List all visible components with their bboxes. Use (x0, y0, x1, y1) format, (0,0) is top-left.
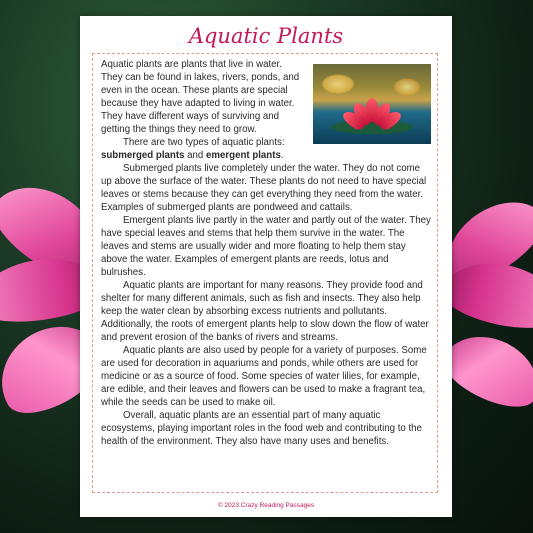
body-paragraph: Aquatic plants are also used by people for a variety of purposes. Some are used for decoration in aquariums and ponds, while others are used for medicine or as a source of food. Some species of water lilies, for example, are edible, and their leaves and flowers can be used to make a fragrant tea, while the seeds can be used to make oil. (101, 345, 427, 408)
body-paragraph: Overall, aquatic plants are an essential part of many aquatic ecosystems, playing important roles in the food web and contributing to the health of the environment. They also have many uses and benefits. (101, 410, 422, 447)
water-lily-photo (313, 64, 431, 144)
emergent-term: emergent plants (206, 150, 281, 161)
body-paragraph: Aquatic plants are important for many reasons. They provide food and shelter for many different animals, such as fish and insects. They also help keep the water clean by absorbing excess nutrients and pollutants. Additionally, the roots of emergent plants help to slow down the flow of water and prevent erosion of the banks of rivers and streams. (101, 280, 429, 343)
copyright-footer: © 2023 Crazy Reading Passages (217, 502, 315, 509)
body-paragraph: Submerged plants live completely under the water. They do not come up above the surface of the water. These plants do not need to have special leaves or stems because they can get everything they need from the water. Examples of submerged plants are pondweed and cattails. (101, 163, 427, 213)
page-title: Aquatic Plants (188, 24, 344, 48)
passage-frame (92, 53, 438, 493)
worksheet-page (80, 16, 452, 517)
types-paragraph: There are two types of aquatic plants: submerged plants and emergent plants. (101, 137, 285, 161)
submerged-term: submerged plants (101, 150, 185, 161)
passage-text (101, 58, 431, 448)
body-paragraph: Emergent plants live partly in the water and partly out of the water. They have special leaves and stems that help them survive in the water. The leaves and stems are usually wider and more floating to help them stay above the water. Examples of emergent plants are reeds, lotus and bulrushes. (101, 215, 431, 278)
intro-paragraph: Aquatic plants are plants that live in water. They can be found in lakes, rivers, ponds, and even in the ocean. These plants are special because they have adapted to living in water. They have different ways of surviving and getting the things they need to grow. (101, 59, 300, 135)
